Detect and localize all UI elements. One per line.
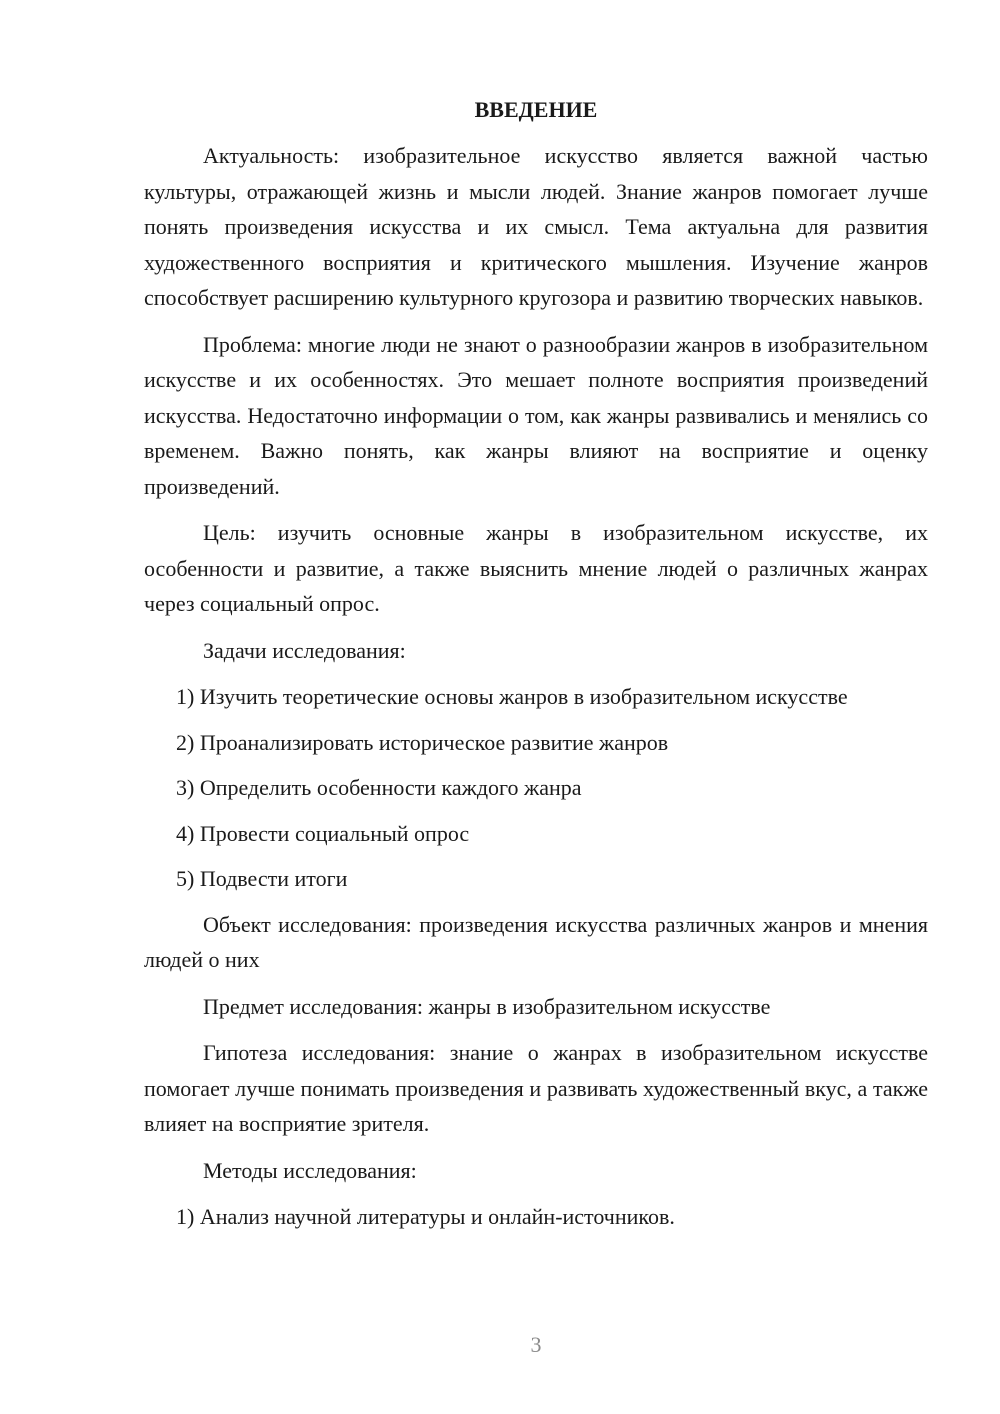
page-number: 3 [530,1332,542,1357]
subject-paragraph: Предмет исследования: жанры в изобразительном искусстве [203,993,771,1019]
task-item-4: 4) Провести социальный опрос [176,820,470,846]
problem-paragraph: Проблема: многие люди не знают о разнообразии жанров в изобразительном искусстве и их особенностях. Это мешает полноте восприятия произведений искусства. Недостаточно информации о том, как жанры развивались и менялись со временем. Важно понять, как жанры влияют на восприятие и оценку произведений. [144,331,928,499]
task-item-2: 2) Проанализировать историческое развитие жанров [176,729,669,755]
task-item-3: 3) Определить особенности каждого жанра [176,775,582,800]
task-item-5: 5) Подвести итоги [176,866,348,891]
goal-paragraph: Цель: изучить основные жанры в изобразительном искусстве, их особенности и развитие, а также выяснить мнение людей о различных жанрах через социальный опрос. [144,520,928,616]
relevance-paragraph: Актуальность: изобразительное искусство является важной частью культуры, отражающей жизнь и мысли людей. Знание жанров помогает лучше понять произведения искусства и их смысл. Тема актуальна для развития художественного восприятия и критического мышления. Изучение жанров способствует расширению культурного кругозора и развитию творческих навыков. [144,143,928,310]
tasks-heading: Задачи исследования: [203,637,406,663]
page-content [144,96,928,1245]
object-paragraph: Объект исследования: произведения искусства различных жанров и мнения людей о них [144,911,928,972]
task-item-1: 1) Изучить теоретические основы жанров в изобразительном искусстве [176,684,848,709]
hypothesis-paragraph: Гипотеза исследования: знание о жанрах в изобразительном искусстве помогает лучше понимать произведения и развивать художественный вкус, а также влияет на восприятие зрителя. [144,1040,928,1136]
methods-heading: Методы исследования: [203,1157,417,1183]
page-title: ВВЕДЕНИЕ [474,97,598,122]
method-item-1: 1) Анализ научной литературы и онлайн-источников. [176,1204,675,1229]
